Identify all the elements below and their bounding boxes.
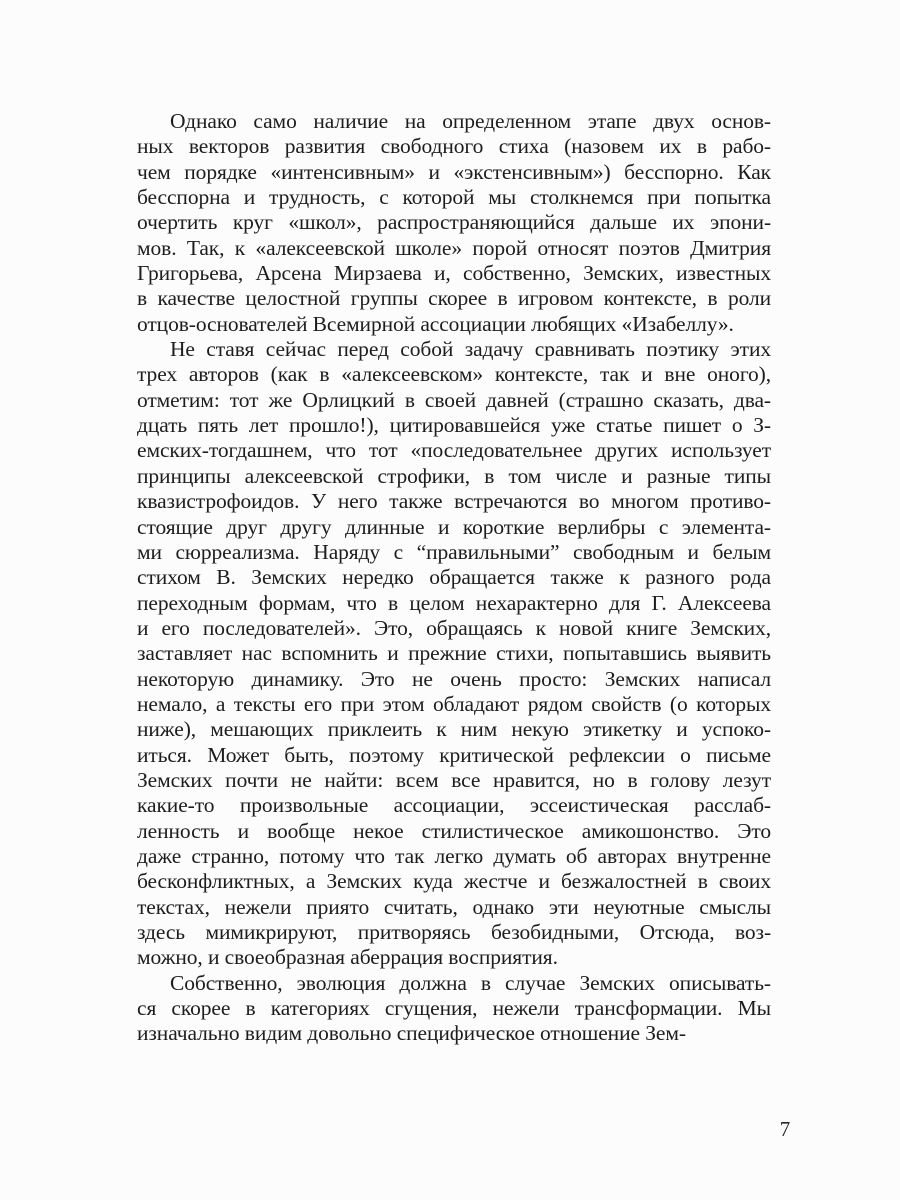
text-line: очертить круг «школ», распространяющийся дальше их эпони- xyxy=(137,210,771,235)
text-line: емских-тогдашнем, что тот «последовательнее других использует xyxy=(137,438,771,463)
text-line: Однако само наличие на определенном этапе двух основ- xyxy=(170,109,771,133)
text-line: чем порядке «интенсивным» и «экстенсивным») бесспорно. Как xyxy=(137,159,771,184)
text-line: ми сюрреализма. Наряду с “правильными” свободным и белым xyxy=(137,539,771,564)
text-line: стихом В. Земских нередко обращается также к разного рода xyxy=(137,565,771,590)
text-line: Земских почти не найти: всем все нравится, но в голову лезут xyxy=(137,767,771,792)
text-line: заставляет нас вспомнить и прежние стихи, попытавшись выявить xyxy=(137,641,771,666)
text-line: квазистрофоидов. У него также встречаются во многом противо- xyxy=(137,489,771,514)
paragraph xyxy=(137,109,771,337)
paragraph xyxy=(137,971,771,1047)
text-line: некоторую динамику. Это не очень просто: Земских написал xyxy=(137,666,771,691)
text-line: иться. Может быть, поэтому критической рефлексии о письме xyxy=(137,742,771,767)
text-line: отцов-основателей Всемирной ассоциации любящих «Изабеллу». xyxy=(137,311,734,336)
text-line: ниже), мешающих приклеить к ним некую этикетку и успоко- xyxy=(137,717,771,742)
text-line: изначально видим довольно специфическое отношение Зем- xyxy=(137,1021,686,1046)
text-line: Собственно, эволюция должна в случае Земских описывать- xyxy=(170,970,771,995)
page-number: 7 xyxy=(779,1117,791,1141)
text-line: и его последователей». Это, обращаясь к новой книге Земских, xyxy=(137,615,771,640)
text-line: ленность и вообще некое стилистическое амикошонство. Это xyxy=(137,818,771,843)
text-line: Григорьева, Арсена Мирзаева и, собственно, Земских, известных xyxy=(137,261,771,286)
text-line: ных векторов развития свободного стиха (назовем их в рабо- xyxy=(137,134,771,159)
text-block xyxy=(137,109,771,1047)
text-line: переходным формам, что в целом нехарактерно для Г. Алексеева xyxy=(137,590,771,615)
text-line: принципы алексеевской строфики, в том числе и разные типы xyxy=(137,463,771,488)
text-line: даже странно, потому что так легко думать об авторах внутренне xyxy=(137,843,771,868)
text-line: какие-то произвольные ассоциации, эссеистическая расслаб- xyxy=(137,793,771,818)
text-line: трех авторов (как в «алексеевском» контексте, так и вне оного), xyxy=(137,362,771,387)
text-line: мов. Так, к «алексеевской школе» порой относят поэтов Дмитрия xyxy=(137,235,771,260)
text-line: здесь мимикрируют, притворяясь безобидными, Отсюда, воз- xyxy=(137,920,771,944)
text-line: в качестве целостной группы скорее в игровом контексте, в роли xyxy=(137,286,771,311)
text-line: Не ставя сейчас перед собой задачу сравнивать поэтику этих xyxy=(170,337,771,362)
text-line: ся скорее в категориях сгущения, нежели трансформации. Мы xyxy=(137,996,771,1021)
text-line: текстах, нежели приято считать, однако эти неуютные смыслы xyxy=(137,894,771,919)
text-line: немало, а тексты его при этом обладают рядом свойств (о которых xyxy=(137,691,771,716)
text-line: бесконфликтных, а Земских куда жестче и безжалостней в своих xyxy=(137,869,771,894)
text-line: можно, и своеобразная аберрация восприятия. xyxy=(137,945,558,970)
text-line: бесспорна и трудность, с которой мы столкнемся при попытка xyxy=(137,185,771,210)
text-line: дцать пять лет прошло!), цитировавшейся уже статье пишет о З- xyxy=(137,413,771,438)
text-line: стоящие друг другу длинные и короткие верлибры с элемента- xyxy=(137,514,771,539)
paragraph xyxy=(137,337,771,971)
text-line: отметим: тот же Орлицкий в своей давней (страшно сказать, два- xyxy=(137,387,771,412)
